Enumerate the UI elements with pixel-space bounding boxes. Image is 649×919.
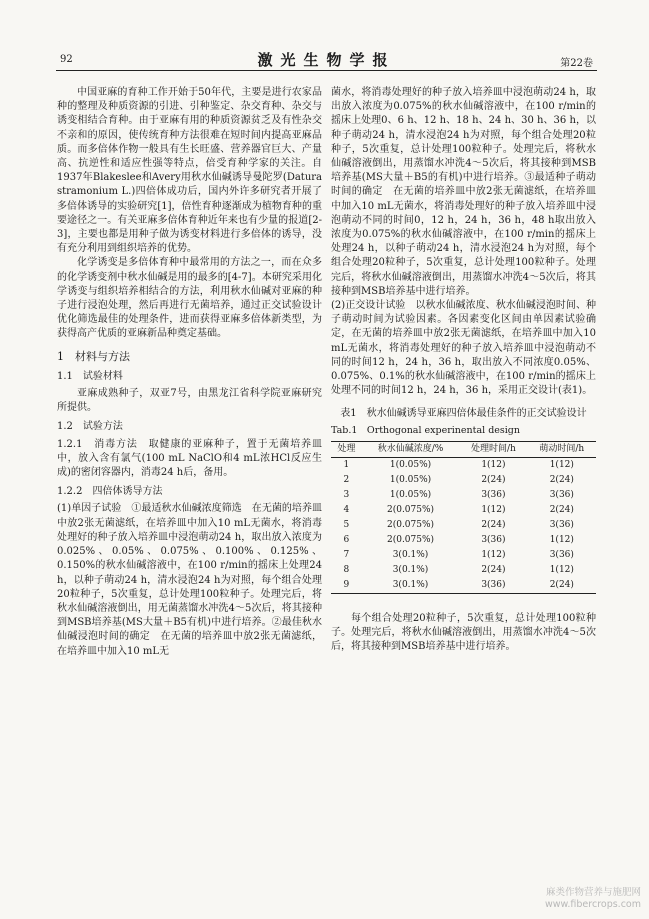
table-cell: 3(36) [549, 549, 574, 560]
table-cell: 1(12) [549, 459, 574, 470]
section-heading-materials-methods: 1 材料与方法 [57, 349, 130, 363]
table-cell: 1(0.05%) [389, 474, 432, 485]
table-cell: 2(24) [549, 504, 574, 515]
table-cell: 3(36) [481, 534, 506, 545]
table-cell: 3(0.1%) [392, 549, 429, 560]
table-row [331, 533, 596, 548]
table-header-cell: 处理 [337, 443, 356, 454]
intro-paragraph-1: 中国亚麻的育种工作开始于50年代，主要是进行农家品种的整理及种质资源的引进、引种鉴定、杂交育种、杂交与诱变相结合育种。由于亚麻有用的种质资源贫乏及有性杂交不亲和的原因，使传统育种方法很难在短时间内提高亚麻品质。而多倍体作物一般具有生长旺盛、营养器官巨大、产量高、抗逆性和适应性强等特点，倍受育种学家的关注。自1937年Blakeslee和Avery用秋水仙碱诱导曼陀罗(Datura stramonium L.)四倍体成功后，国内外许多研究者开展了多倍体诱导的实验研究[1]，倍性育种逐渐成为植物育种的重要途径之一。有关亚麻多倍体育种近年来也有少量的报道[2-3]，主要也都是用种子做为诱变材料进行多倍体的诱导，没有充分利用到组织培养的优势。 [57, 87, 322, 255]
table-row [331, 578, 596, 594]
running-header [56, 48, 597, 71]
subsection-heading-1-1: 1.1 试验材料 [57, 370, 123, 382]
table-cell: 2(0.075%) [386, 534, 435, 545]
journal-title: 激光生物学报 [257, 51, 396, 69]
table-cell: 6 [343, 534, 350, 545]
table-row [331, 503, 596, 518]
table-row [331, 457, 596, 473]
paragraph-1-2-1-text: 取健康的亚麻种子，置于无菌培养皿中，放入含有氯气(100 mL NaClO和4 mL浓HCl反应生成)的密闭容器内，消毒24 h后，备用。 [57, 438, 322, 479]
intro-paragraph-2: 化学诱变是多倍体育种中最常用的方法之一，而在众多的化学诱变剂中秋水仙碱是用的最多的[4-7]。本研究采用化学诱变与组织培养相结合的方法，利用秋水仙碱对亚麻的种子进行浸泡处理，然后再进行无菌培养，通过正交试验设计优化筛选最佳的处理条件，进而获得亚麻多倍体新类型，为获得高产优质的亚麻新品种奠定基础。 [57, 257, 322, 340]
table-cell: 9 [343, 579, 350, 590]
subsection-heading-1-2-2: 1.2.2 四倍体诱导方法 [57, 486, 163, 498]
table-cell: 2(24) [481, 519, 506, 530]
table-cell: 4 [343, 504, 350, 515]
table-cell: 5 [343, 519, 350, 530]
table-cell: 1(12) [481, 459, 506, 470]
table-cell: 1 [343, 459, 350, 470]
subsection-heading-1-2-1: 1.2.1 消毒方法 [57, 438, 138, 450]
table-header-cell: 秋水仙碱浓度/% [377, 443, 444, 454]
left-column [57, 86, 322, 659]
table-cell: 7 [343, 549, 350, 560]
table-cell: 1(12) [481, 549, 506, 560]
table-cell: 1(12) [549, 534, 574, 545]
paragraph-after-table: 每个组合处理20粒种子，5次重复，总计处理100粒种子。处理完后，将秋水仙碱溶液倒出，用蒸馏水冲洗4～5次后，将其接种到MSB培养基中进行培养。 [331, 612, 596, 653]
watermark-line-1: 麻类作物营养与施肥网 [545, 887, 641, 898]
table-cell: 2(24) [481, 564, 506, 575]
table-cell: 2 [343, 474, 350, 485]
paragraph-1-1: 亚麻成熟种子，双亚7号，由黑龙江省科学院亚麻研究所提供。 [57, 388, 322, 414]
subsection-heading-1-2: 1.2 试验方法 [57, 421, 123, 433]
table-cell: 3(36) [549, 519, 574, 530]
table-header-cell: 处理时间/h [471, 443, 516, 454]
table-row [331, 548, 596, 563]
table-cell: 3(0.1%) [392, 564, 429, 575]
page-number: 92 [60, 54, 73, 65]
orthogonal-design-table [331, 441, 596, 594]
table-cell: 1(12) [481, 504, 506, 515]
table-caption: 表1 秋水仙碱诱导亚麻四倍体最佳条件的正交试验设计 [340, 408, 587, 420]
table-caption-english: Tab.1 Orthogonal experinental design [331, 424, 521, 436]
table-body [331, 457, 596, 593]
table-cell: 1(0.05%) [389, 489, 432, 500]
table-cell: 3(36) [549, 489, 574, 500]
watermark-line-2: www.fibercrops.com [544, 899, 641, 910]
table-row [331, 488, 596, 503]
table-cell: 3(36) [481, 489, 506, 500]
paragraph-continued: 菌水，将消毒处理好的种子放入培养皿中浸泡萌动24 h，取出放入浓度为0.075%的秋水仙碱溶液中，在100 r/min的摇床上处理0、6 h、12 h、18 h、24 h、30 h、36 h，以种子萌动24 h，清水浸泡24 h为对照，每个组合处理20粒种子，5次重复，总计处理100粒种子。处理完后，将秋水仙碱溶液倒出，用蒸馏水冲洗4～5次后，将其接种到MSB培养基(MS大量＋B5的有机)中进行培养。③最适种子萌动时间的确定 在无菌的培养皿中放2张无菌滤纸，在培养皿中加入10 mL无菌水，将消毒处理好的种子放入培养皿中浸泡萌动不同的时间0，12 h，24 h，36 h，48 h取出放入浓度为0.075%的秋水仙碱溶液中，在100 r/min的摇床上处理24 h，以种子萌动24 h，清水浸泡24 h为对照，每个组合处理20粒种子，5次重复，总计处理100粒种子。处理完后，将秋水仙碱溶液倒出，用蒸馏水冲洗4～5次后，将其接种到MSB培养基中进行培养。 [331, 87, 596, 297]
table-row [331, 473, 596, 488]
table-cell: 3 [343, 489, 350, 500]
paragraph-1-2-1 [57, 438, 322, 481]
table-header-row [331, 441, 596, 457]
table-cell: 2(0.075%) [386, 519, 435, 530]
table-cell: 8 [343, 564, 350, 575]
volume-label: 第22卷 [560, 58, 593, 69]
table-row [331, 518, 596, 533]
table-cell: 3(0.1%) [392, 579, 429, 590]
table-cell: 2(24) [549, 474, 574, 485]
table-cell: 1(0.05%) [389, 459, 432, 470]
table-cell: 1(12) [549, 564, 574, 575]
watermark [545, 887, 641, 911]
paragraph-1-2-2: (1)单因子试验 ①最适秋水仙碱浓度筛选 在无菌的培养皿中放2张无菌滤纸，在培养皿中加入10 mL无菌水，将消毒处理好的种子放入培养皿中浸泡萌动24 h，取出放入浓度为0.025%、0.05%、0.075%、0.100%、0.125%、0.150%的秋水仙碱溶液中，在100 r/min的摇床上处理24 h，以种子萌动24 h，清水浸泡24 h为对照，每个组合处理20粒种子，5次重复，总计处理100粒种子。处理完后，将秋水仙碱溶液倒出，用无菌蒸馏水冲洗4～5次后，将其接种到MSB培养基(MS大量＋B5有机)中进行培养。②最佳秋水仙碱浸泡时间的确定 在无菌的培养皿中放2张无菌滤纸，在培养皿中加入10 mL无 [57, 503, 322, 657]
table-cell: 2(24) [481, 474, 506, 485]
table-header-cell: 萌动时间/h [539, 443, 585, 454]
right-column [331, 86, 596, 654]
table-row [331, 563, 596, 578]
table-cell: 3(36) [481, 579, 506, 590]
paragraph-orthogonal-design: (2)正交设计试验 以秋水仙碱浓度、秋水仙碱浸泡时间、种子萌动时间为试验因素。各因素变化区间由单因素试验确定，在无菌的培养皿中放2张无菌滤纸，在培养皿中加入10 mL无菌水，将消毒处理好的种子放入培养皿中浸泡萌动不同的时间12 h，24 h，36 h，取出放入不同浓度0.05%、0.075%、0.1%的秋水仙碱溶液中，在100 r/min的摇床上处理不同的时间12 h，24 h，36 h，采用正交设计(表1)。 [331, 300, 596, 397]
table-cell: 2(0.075%) [386, 504, 435, 515]
table-cell: 2(24) [549, 579, 574, 590]
